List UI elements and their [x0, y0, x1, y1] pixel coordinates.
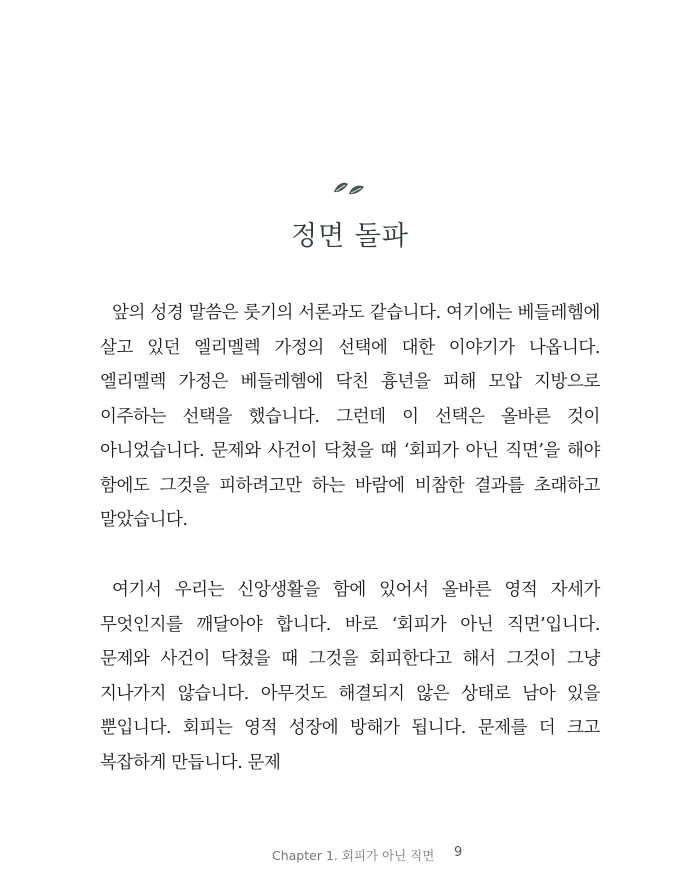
running-footer: Chapter 1. 회피가 아닌 직면 [272, 848, 435, 863]
paragraph-text: 앞의 성경 말씀은 룻기의 서론과도 같습니다. 여기에는 베들레헴에 살고 있던 엘리멜렉 가정의 선택에 대한 이야기가 나옵니다. 엘리멜렉 가정은 베들레헴에 닥친 흉년을 피해 모압 지방으로 이주하는 선택을 했습니다. 그런데 이 선택은 올바른 것이 아니었습니다. 문제와 사건이 닥쳤을 때 ‘회피가 아닌 직면’을 해야 함에도 그것을 피하려고만 하는 바람에 비참한 결과를 초래하고 말았습니다. [100, 303, 600, 530]
chapter-title: 정면 돌파 [291, 221, 409, 252]
two-leaves-icon [333, 180, 365, 196]
page-number: 9 [454, 845, 463, 860]
body-paragraph-1 [100, 296, 600, 538]
paragraph-text: 여기서 우리는 신앙생활을 함에 있어서 올바른 영적 자세가 무엇인지를 깨달아야 합니다. 바로 ‘회피가 아닌 직면’입니다. 문제와 사건이 닥쳤을 때 그것을 회피한다고 해서 그것이 그냥 지나가지 않습니다. 아무것도 해결되지 않은 상태로 남아 있을 뿐입니다. 회피는 영적 성장에 방해가 됩니다. 문제를 더 크고 복잡하게 만듭니다. 문제 [100, 580, 600, 773]
body-paragraph-2 [100, 573, 600, 780]
